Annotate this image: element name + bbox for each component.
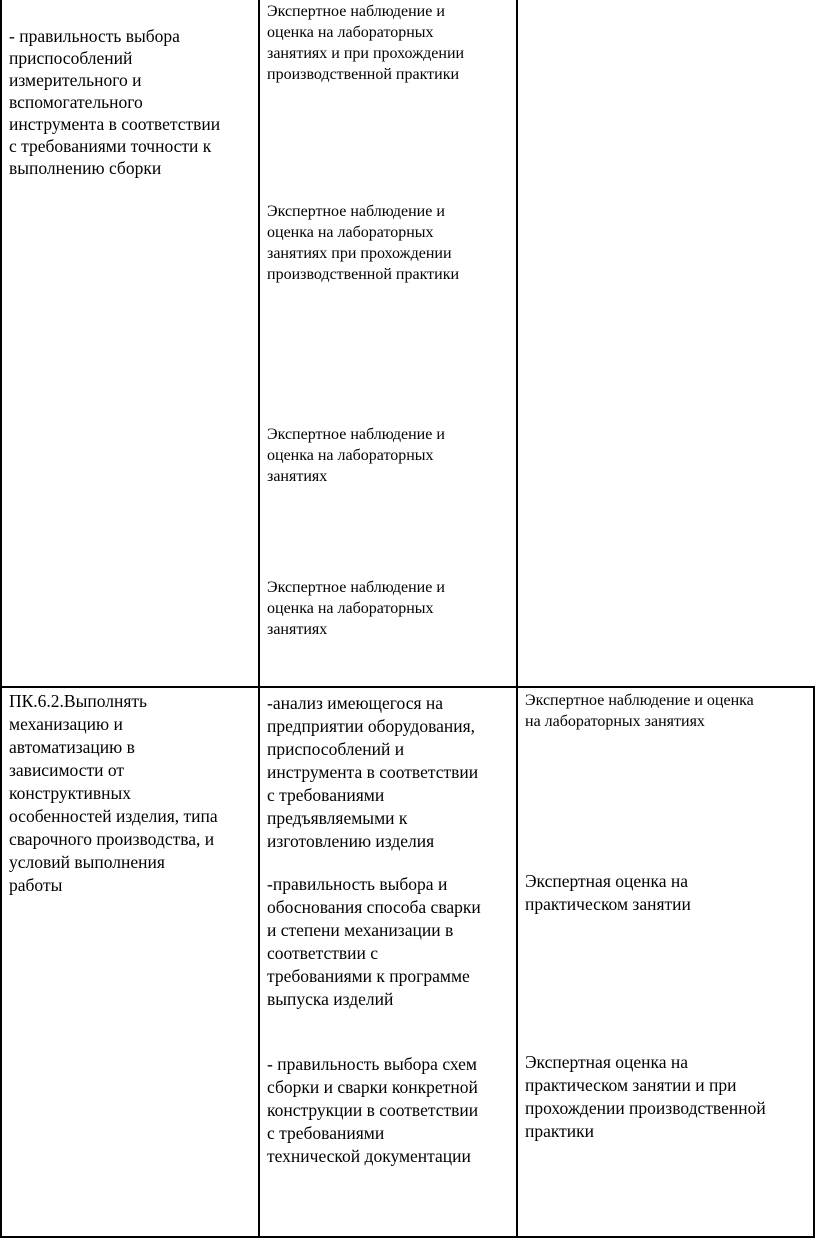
assessment-line: Экспертное наблюдение и оценка bbox=[525, 692, 754, 709]
assessment-line: Экспертное наблюдение и bbox=[267, 3, 445, 20]
table-divider-col2 bbox=[516, 0, 518, 1238]
assessment-line: оценка на лабораторных bbox=[267, 224, 434, 241]
criteria-line: с требованиями bbox=[267, 1123, 385, 1143]
criteria-line: приспособлений bbox=[9, 48, 133, 68]
criteria-line: инструмента в соответствии bbox=[267, 762, 479, 782]
criteria-line: с требованиями bbox=[267, 785, 385, 805]
criteria-line: -правильность выбора и bbox=[267, 874, 448, 894]
criteria-line: измерительного и bbox=[9, 70, 142, 90]
criteria-line: выполнению сборки bbox=[9, 158, 162, 178]
criteria-line: -анализ имеющегося на bbox=[267, 693, 444, 713]
assessment-line: прохождении производственной bbox=[525, 1098, 766, 1118]
assessment-line: оценка на лабораторных bbox=[267, 24, 434, 41]
assessment-line: занятиях bbox=[267, 468, 328, 485]
criteria-line: предъявляемыми к bbox=[267, 808, 408, 828]
assessment-line: Экспертное наблюдение и bbox=[267, 426, 445, 443]
criteria-line: сборки и сварки конкретной bbox=[267, 1077, 478, 1097]
criteria-line: конструкции в соответствии bbox=[267, 1100, 479, 1120]
criteria-line: и степени механизации в bbox=[267, 920, 454, 940]
assessment-line: производственной практики bbox=[267, 266, 460, 283]
assessment-line: занятиях и при прохождении bbox=[267, 45, 465, 62]
competency-line: автоматизацию в bbox=[9, 737, 135, 757]
criteria-line: - правильность выбора схем bbox=[267, 1054, 478, 1074]
table-border-right bbox=[813, 688, 815, 1238]
assessment-line: Экспертная оценка на bbox=[525, 871, 689, 891]
criteria-line: с требованиями точности к bbox=[9, 136, 212, 156]
assessment-line: занятиях bbox=[267, 621, 328, 638]
assessment-line: Экспертное наблюдение и bbox=[267, 579, 445, 596]
criteria-line: приспособлений и bbox=[267, 739, 405, 759]
criteria-line: предприятии оборудования, bbox=[267, 716, 476, 736]
competency-line: конструктивных bbox=[9, 783, 132, 803]
table-border-left bbox=[0, 0, 2, 1238]
assessment-line: занятиях при прохождении bbox=[267, 245, 452, 262]
assessment-line: практики bbox=[525, 1121, 595, 1141]
competency-line: ПК.6.2.Выполнять bbox=[9, 691, 148, 711]
assessment-line: на лабораторных занятиях bbox=[525, 713, 705, 730]
assessment-line: производственной практики bbox=[267, 66, 460, 83]
competency-line: работы bbox=[9, 875, 63, 895]
competency-line: зависимости от bbox=[9, 760, 125, 780]
criteria-line: технической документации bbox=[267, 1146, 471, 1166]
criteria-line: инструмента в соответствии bbox=[9, 114, 221, 134]
assessment-line: практическом занятии bbox=[525, 894, 691, 914]
criteria-line: соответствии с bbox=[267, 943, 379, 963]
criteria-line: вспомогательного bbox=[9, 92, 143, 112]
competency-line: условий выполнения bbox=[9, 852, 165, 872]
criteria-line: - правильность выбора bbox=[9, 26, 180, 46]
criteria-line: изготовлению изделия bbox=[267, 831, 435, 851]
assessment-line: Экспертная оценка на bbox=[525, 1052, 689, 1072]
table-divider-col1 bbox=[258, 0, 260, 1238]
table-row-divider bbox=[0, 686, 815, 688]
competency-line: механизацию и bbox=[9, 714, 123, 734]
competency-line: особенностей изделия, типа bbox=[9, 806, 218, 826]
assessment-line: практическом занятии и при bbox=[525, 1075, 737, 1095]
competency-line: сварочного производства, и bbox=[9, 829, 215, 849]
assessment-line: оценка на лабораторных bbox=[267, 447, 434, 464]
criteria-line: требованиями к программе bbox=[267, 966, 470, 986]
assessment-line: оценка на лабораторных bbox=[267, 600, 434, 617]
assessment-line: Экспертное наблюдение и bbox=[267, 203, 445, 220]
criteria-line: выпуска изделий bbox=[267, 989, 394, 1009]
criteria-line: обоснования способа сварки bbox=[267, 897, 481, 917]
